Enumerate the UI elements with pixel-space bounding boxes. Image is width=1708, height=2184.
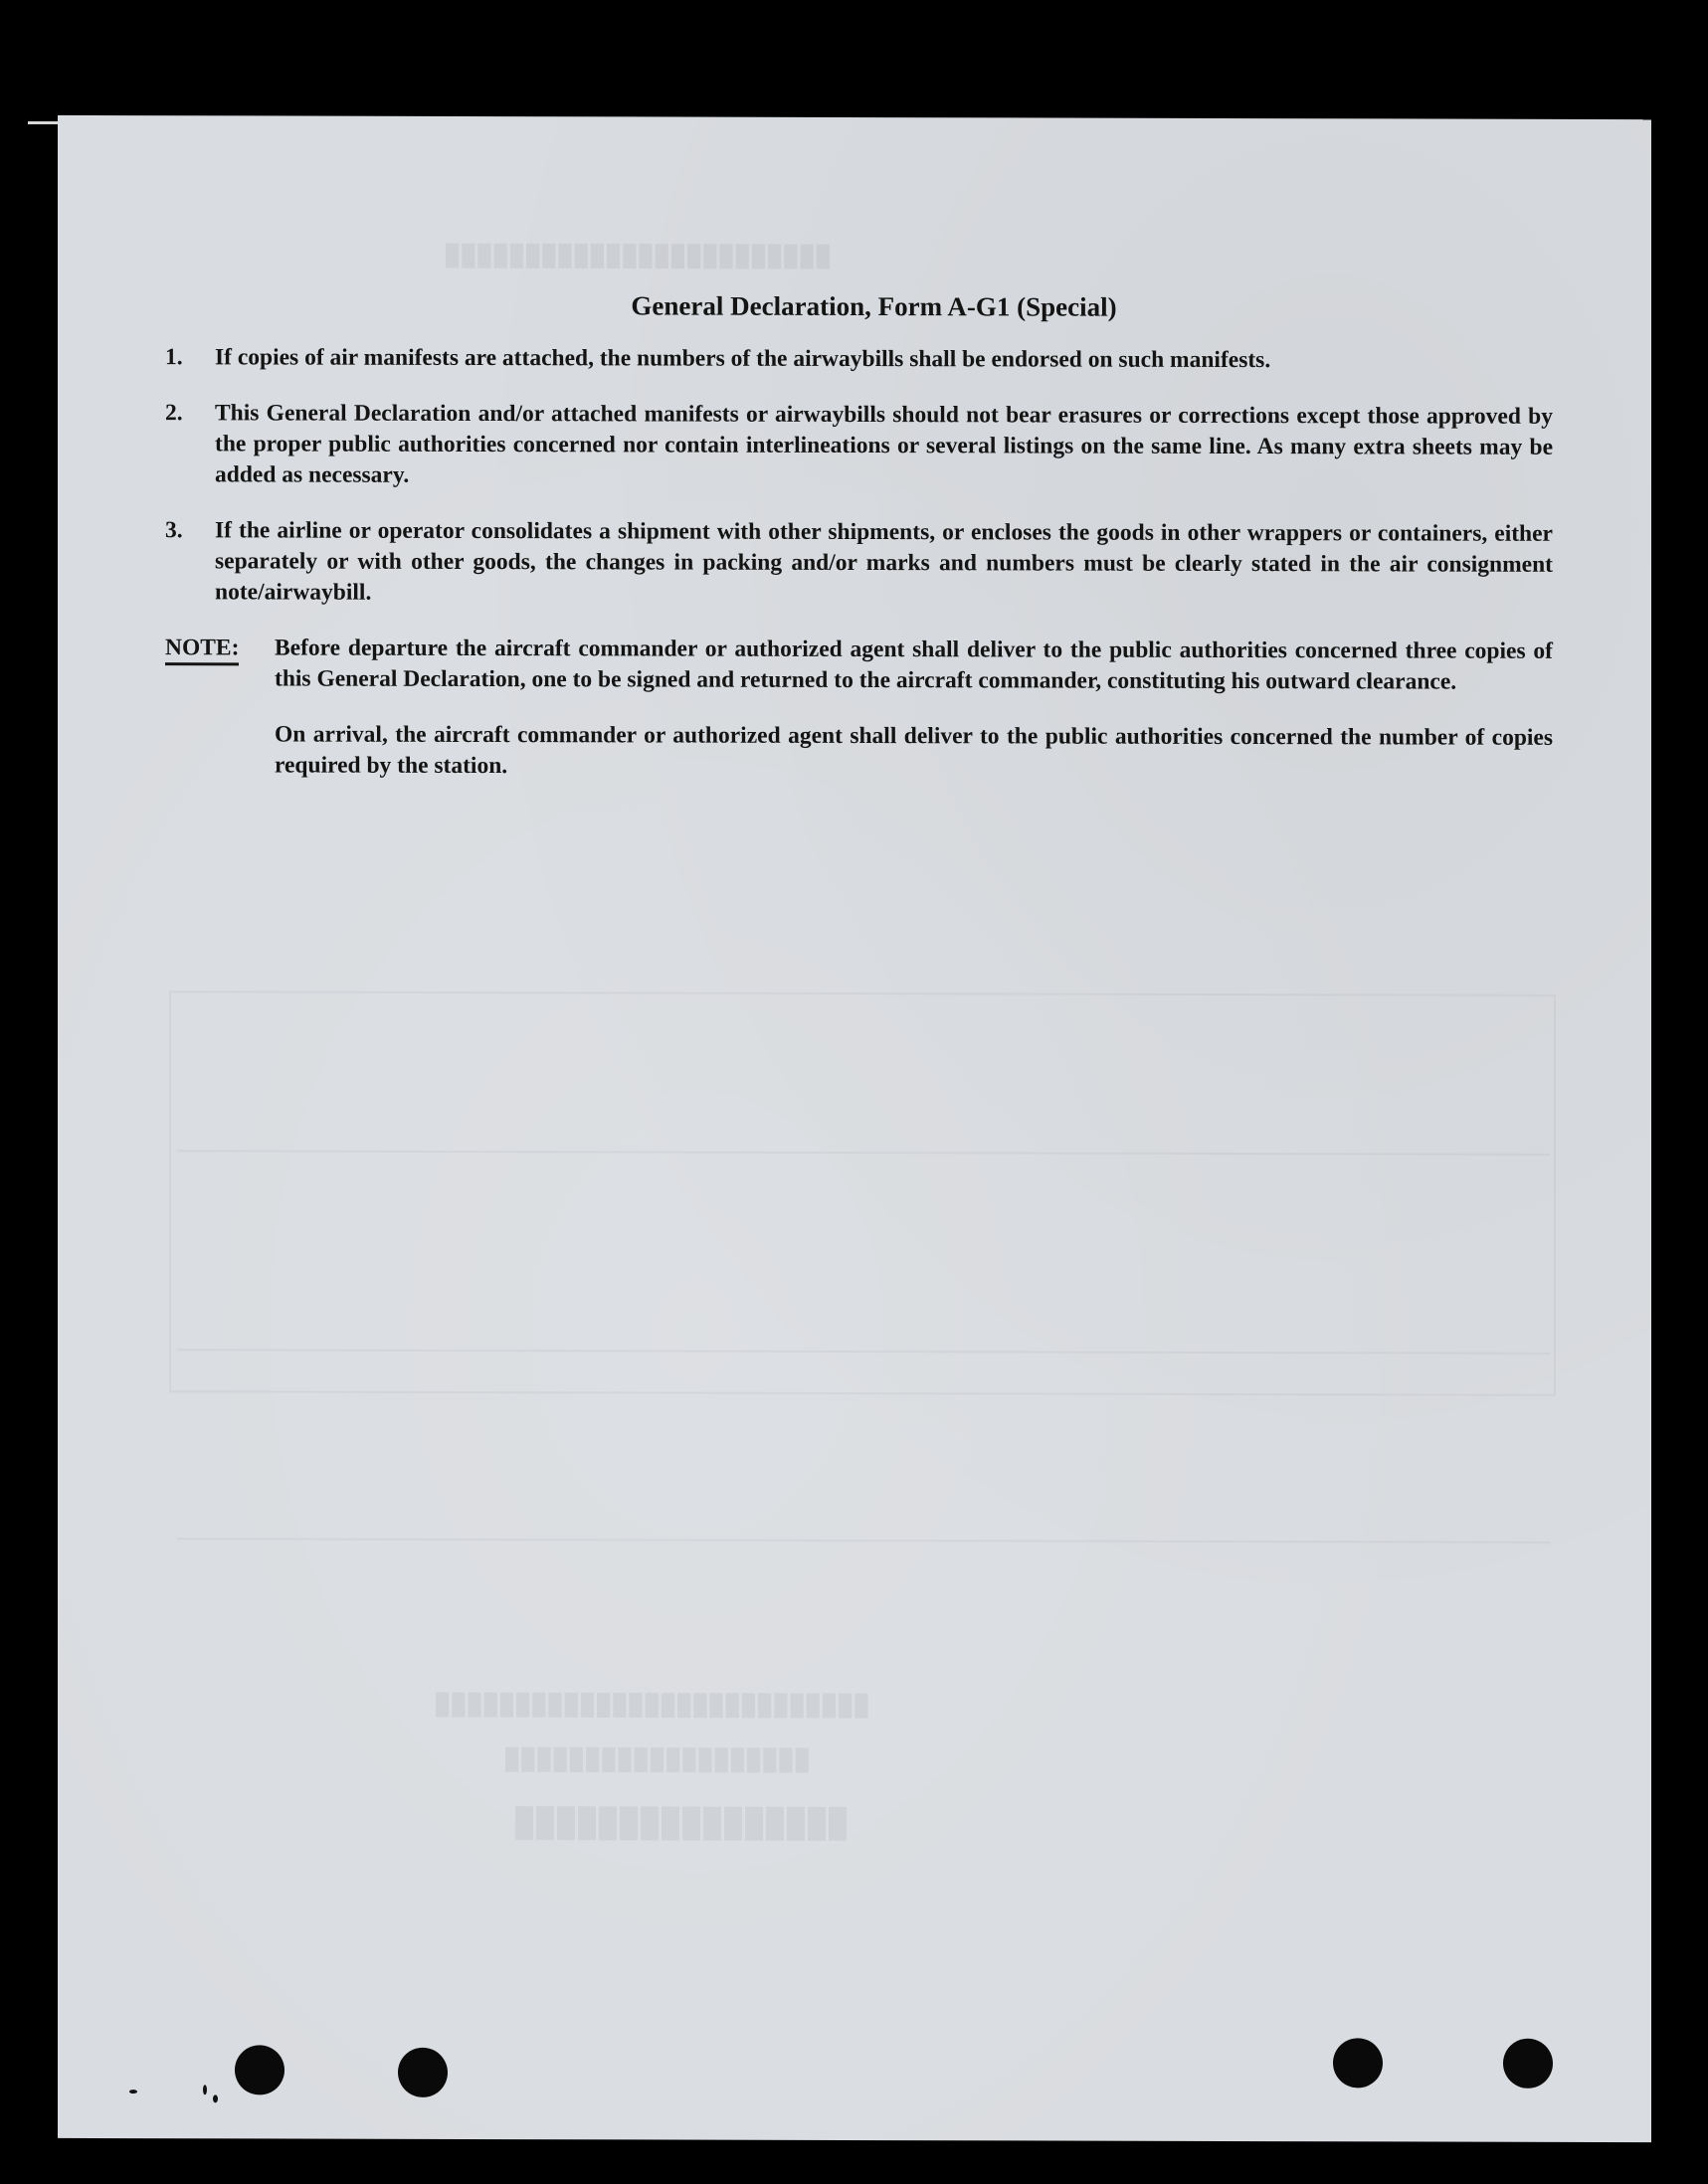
list-item	[165, 398, 1553, 494]
show-through-text: ███████████████████████████	[436, 1692, 871, 1720]
punch-hole	[1333, 2038, 1383, 2088]
note-paragraph: On arrival, the aircraft commander or authorized agent shall deliver to the public authorities concerned the number of copies required by the station.	[275, 721, 1553, 780]
item-text: If copies of air manifests are attached, the numbers of the airwaybills shall be endorsed on such manifests.	[215, 344, 1271, 374]
item-text: If the airline or operator consolidates a shipment with other shipments, or encloses the goods in other wrappers or containers, either separately or with other goods, the changes in packing and/or marks and numbers must be clearly stated in the air consignment note/airwaybill.	[215, 517, 1553, 606]
note-label	[165, 633, 275, 806]
punch-hole	[1503, 2039, 1553, 2089]
show-through-text: ███████████████████	[505, 1747, 812, 1773]
list-item	[165, 342, 1553, 377]
show-through-text: ████████████████████████	[446, 243, 833, 270]
scan-speck	[129, 2090, 137, 2093]
note-body	[275, 633, 1553, 809]
note-section	[165, 633, 1553, 810]
item-number: 1.	[165, 344, 183, 371]
note-label-text: NOTE:	[165, 635, 239, 665]
show-through-box	[169, 991, 1556, 1396]
show-through-rule	[177, 1538, 1550, 1544]
scan-speck	[203, 2085, 207, 2094]
scan-speck	[213, 2094, 218, 2102]
punch-hole	[235, 2045, 285, 2094]
list-item	[165, 515, 1553, 612]
item-number: 3.	[165, 517, 183, 544]
document-title: General Declaration, Form A-G1 (Special)	[631, 290, 1117, 322]
item-text: This General Declaration and/or attached manifests or airwaybills should not bear erasures or corrections except those approved by the proper public authorities concerned nor contain interlineations or several listings on the same line. As many extra sheets may be added as necessary.	[215, 400, 1553, 488]
declaration-instructions	[165, 289, 1553, 810]
document-page	[58, 115, 1651, 2142]
item-number: 2.	[165, 400, 183, 427]
punch-hole	[398, 2048, 448, 2097]
scan-edge-mark	[28, 121, 58, 124]
note-paragraph: Before departure the aircraft commander or authorized agent shall deliver to the public authorities concerned three copies of this General Declaration, one to be signed and returned to the aircraft commander, constituting his outward clearance.	[275, 635, 1553, 695]
show-through-text: ████████████████	[515, 1807, 851, 1842]
